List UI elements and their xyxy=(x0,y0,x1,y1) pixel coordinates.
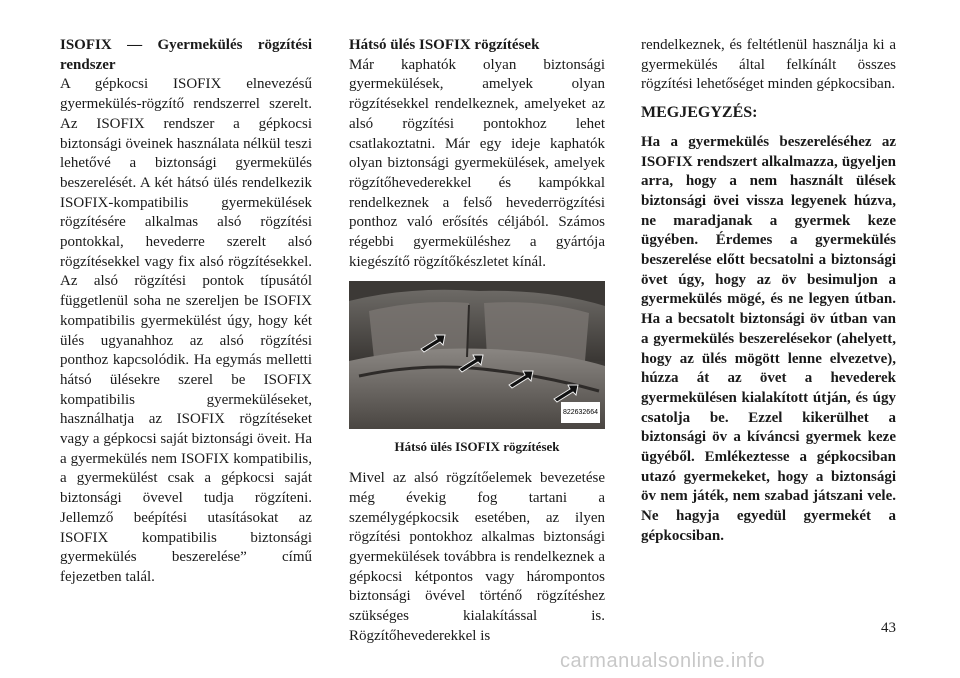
page-number: 43 xyxy=(881,620,896,636)
section-heading-rear-seat: Hátsó ülés ISOFIX rögzítések xyxy=(349,37,540,53)
note-title: MEGJEGYZÉS: xyxy=(641,104,758,122)
rear-seat-photo xyxy=(349,281,605,429)
figure-caption: Hátsó ülés ISOFIX rögzítések xyxy=(394,439,560,455)
section-body-rear-seat: Már kaphatók olyan biztonsági gyermekülések, amelyek olyan rögzítésekkel rendelkeznek, amelyeket az alsó rögzítési pontokhoz lehet csatlakoztatni. Már egy ideje kaphatók olyan biztonsági gyermekülések, amelyek rögzítőhevederekkel és kampókkal rendelkeznek a felső hevederrögzítési ponthoz való erősítés céljából. Számos régebbi gyermeküléshez a gyártója kiegészítő rögzítőkészletet kínál. xyxy=(349,56,605,270)
section-body-isofix: A gépkocsi ISOFIX elnevezésű gyermekülés-rögzítő rendszerrel szerelt. Az ISOFIX rendszer a gépkocsi biztonsági öveinek használata nélkül teszi lehetővé a biztonsági gyermekülés beszerelését. A két hátsó ülés rendelkezik ISOFIX-kompatibilis gyermekülések rögzítésére alkalmas alsó rögzítési pontokkal, hevederre szerelt alsó rögzítésekkel vagy fix alsó rögzítésekkel. Az alsó rögzítési pontok típusától függetlenül soha ne szereljen be ISOFIX kompatibilis gyermekülést úgy, hogy két ülés ugyanahhoz az alsó rögzítési ponthoz kapcsolódik. Ha egymás melletti hátsó ülésekre szerel be ISOFIX kompatibilis gyermeküléseket, használhatja az ISOFIX rögzítéseket vagy a gépkocsi saját biztonsági öveit. Ha a gyermekülés nem ISOFIX kompatibilis, a gyermekülést csak a gépkocsi saját biztonsági övevel tudja rögzíteni. Jellemző beépítési utasításokat az ISOFIX kompatibilis biztonsági gyermekülés beszerelése” című fejezetben talál. xyxy=(60,76,313,585)
note-body: Ha a gyermekülés beszereléséhez az ISOFIX rendszert alkalmazza, ügyeljen arra, hogy a nem használt ülések biztonsági övei vissza legyenek húzva, ne maradjanak a gyermek keze ügyében. Érdemes a gyermekülés beszerelése előtt becsatolni a biztonsági övet úgy, hogy az öv besimuljon a gyermekülés mögé, és ne legyen útban. Ha a becsatolt biztonsági öv útban van a gyermekülés beszerelésekor (ahelyett, hogy az ülés mögött lenne elvezetve), húzza át az övet a hevederek gyermekülésen kialakított útján, és úgy csatolja be. Ezzel kikerülhet a biztonsági öv a kíváncsi gyermek keze ügyéből. Emlékeztesse a gépkocsiban utazó gyermekeket, hogy a biztonsági öv nem játék, nem szabad játszani vele. Ne hagyja egyedül gyermekét a gépkocsiban. xyxy=(641,133,896,544)
section-body-rear-seat-continued: Mivel az alsó rögzítőelemek bevezetése még évekig fog tartani a személygépkocsik esetében, az ilyen rögzítési pontokhoz alkalmas biztonsági gyermekülések továbbra is rendelkeznek a gépkocsi kétpontos vagy hárompontos biztonsági övével történő rögzítéshez szükséges kialakítással is. Rögzítőhevederekkel is xyxy=(349,470,605,644)
watermark: carmanualsonline.info xyxy=(560,650,766,672)
section-heading-isofix: ISOFIX — Gyermekülés rögzítési rendszer xyxy=(60,37,312,73)
column-left xyxy=(60,36,312,588)
figure-id-label: 822632664 xyxy=(561,402,600,424)
column-middle xyxy=(349,36,605,646)
column-right xyxy=(641,36,896,547)
section-body-continued: rendelkeznek, és feltétlenül használja ki a gyermekülés által felkínált összes rögzítési lehetőséget minden gépkocsiban. xyxy=(641,37,896,93)
